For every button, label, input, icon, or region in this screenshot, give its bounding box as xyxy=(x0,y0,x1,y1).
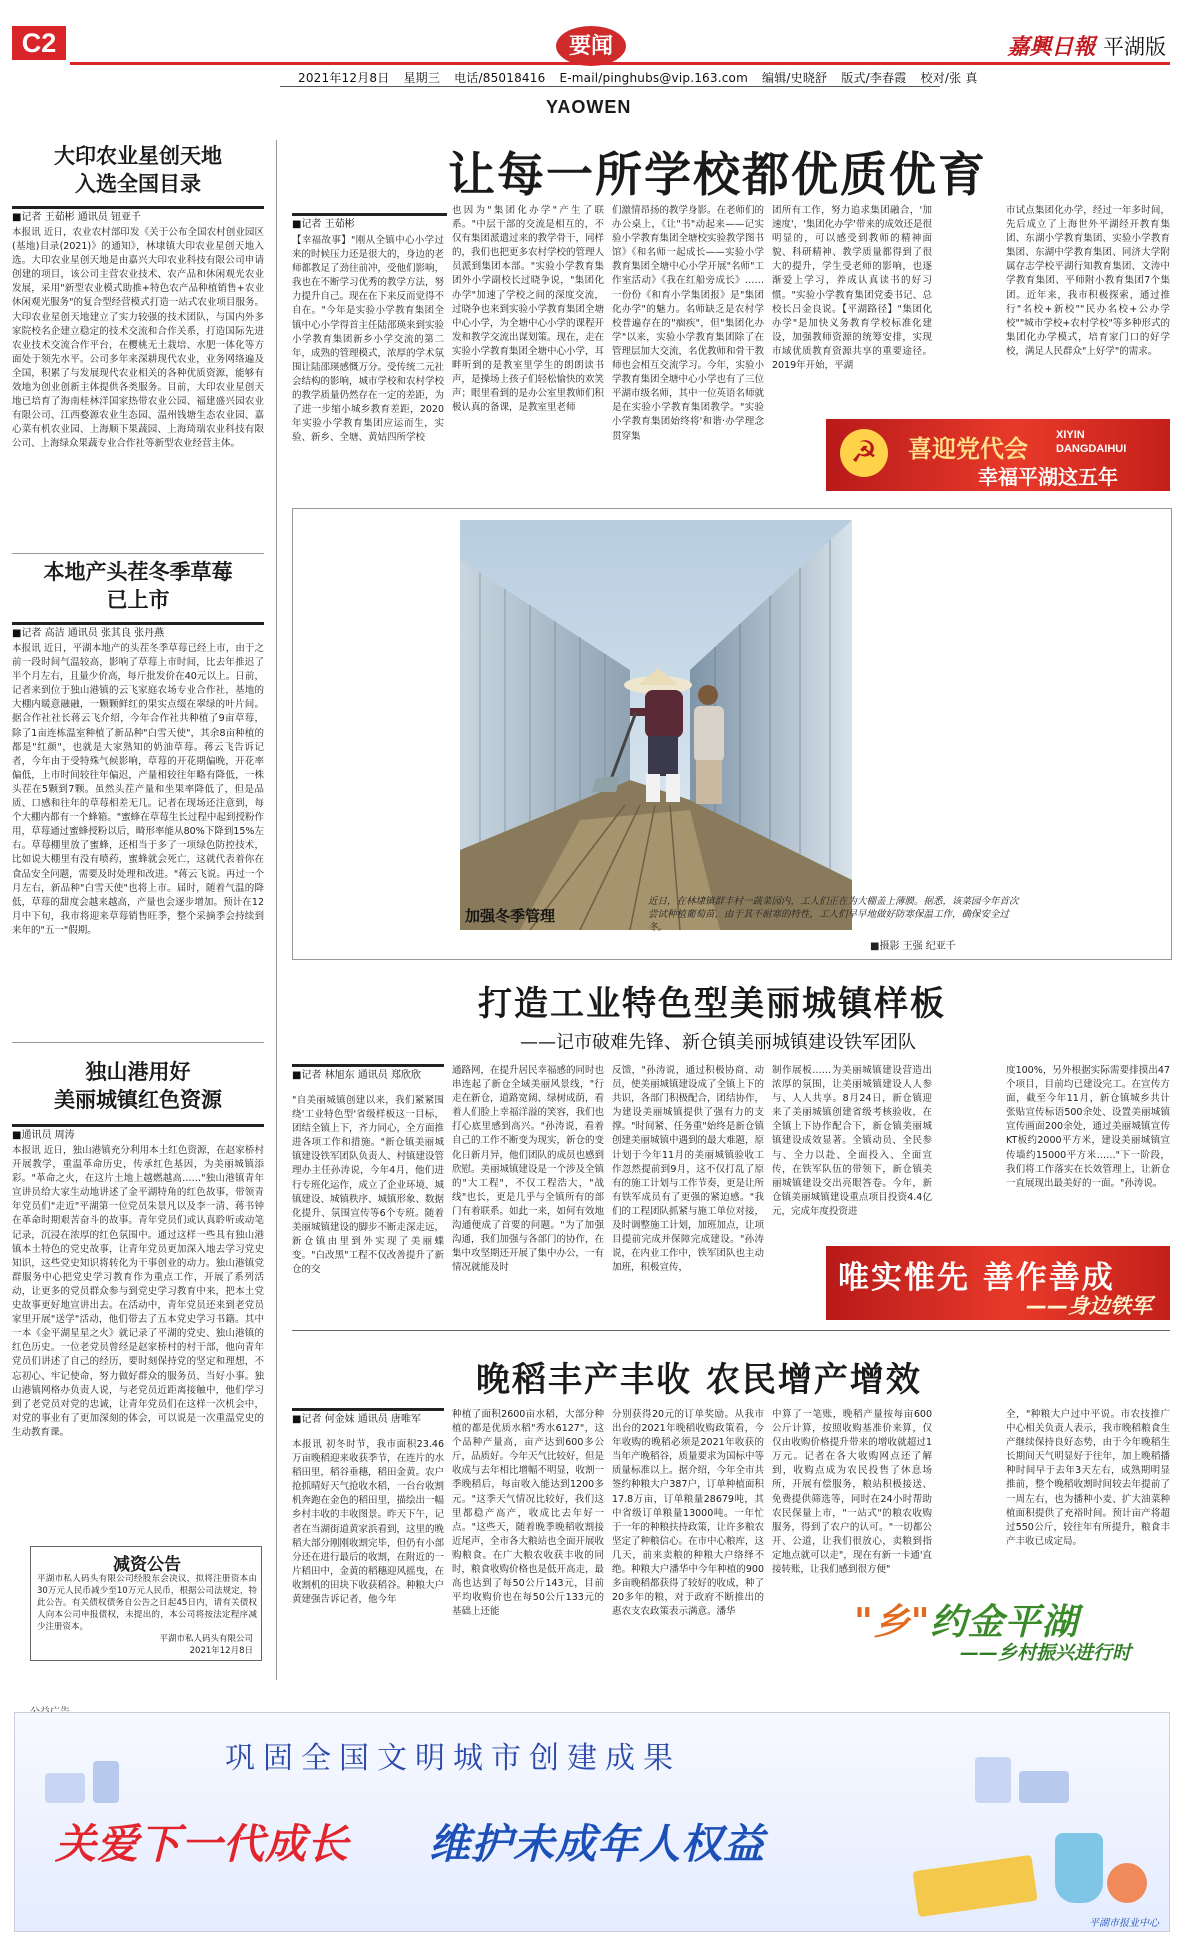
building-shape xyxy=(975,1757,1011,1803)
left-article-1-title xyxy=(12,142,264,198)
main-col-3: 们激情昂扬的教学身影。在老师们的办公桌上，《让"书"动起来——记实验小学教育集团全塘校实验教学图书馆》《和名师一起成长——实验小学教育集团全塘中心小学开展"名师"工作室活动》《我在红船旁成长》……一份份《和育小学集团报》是"集团化办学"的魅力。名师缺乏是农村学校普遍存在的"痼疾"，但"集团化办学"以来，实验小学教育集团除了在管理层加大交流，名优教师和骨干教师也会相互交流学习。今年，实验小学教育集团全塘中心小学也有了三位平湖市级名师，其中一位英语名师就是在实验小学教育集团教学。"实验小学教育集团始终将'和谐·办学理念贯穿集 xyxy=(612,205,764,442)
photo-caption: 近日，在林埭镇群丰村一蔬菜园内，工人们正在为大棚盖上薄膜。据悉，该菜园今年首次尝试种植葡萄苗，由于其不耐寒的特性，工人们早早地做好防寒保温工作，确保安全过冬。 xyxy=(648,896,1019,933)
main-col-5: 市试点集团化办学，经过一年多时间，先后成立了上海世外平湖经开教育集团、东湖小学教育集团、实验小学教育集团、东湖中学教育集团、同济大学附属存志学校平湖行知教育集团、文涛中学教育集团、平师附小教育集团7个集团。近年来，我市积极探索，通过推行"名校+新校""民办名校+公办学校""城市学校+农村学校"等多种形式的集团化办学模式，培育家门口的好学校，满足人民群众"上好学"的需求。 xyxy=(1006,205,1170,357)
flask-icon xyxy=(1055,1833,1103,1903)
main-col-1: 【幸福故事】"刚从全镇中心小学过来的时候压力还是很大的，身边的老师都教足了劲往前冲，受他们影响，我也在不断学习优秀的教学方法，努力提升自己。现在在下来反而觉得不自在。"今年是实验小学教育集团全镇中心小学得首主任陆邵瑛来到实验小学教育集团新乡小学交流的第二年，成熟的管理模式，浓厚的学术氛围让陆邵瑛感慨万分。受传统二元社会结构的影响，城市学校和农村学校的教学质量仍然存在一定的差距，为了进一步缩小城乡教育差距，2020年实验小学教育集团应运而生，实验、新乡、全塘、黄姑四所学校 xyxy=(292,235,444,444)
rice-col-3: 分别获得20元的订单奖励。从我市出台的2021年晚稻收购政策看，今年收购的晚稻必须是2021年收获的当年产晚稻谷，质量要求为国标中等质量标准以上。据介绍，今年全市共签约种粮大户387户，订单种植面积17.8万亩，订单粮量28679吨，其中省级订单粮量13000吨。一年忙于一年的种粮扶持政策，让许多粮农坚定了种粮信心。在市中心粮库，这几天，前来卖粮的种粮大户络绎不绝。种粮大户潘华中今年种植的900多亩晚稻都获得了较好的收成，种了20多年的粮，对于政府不断推出的惠农支农政策表示满意。潘华 xyxy=(612,1409,764,1618)
photo-title: 加强冬季管理 xyxy=(465,907,556,925)
iron-army-banner xyxy=(826,1246,1170,1320)
left-article-3-body: 本报讯 近日，独山港镇充分利用本土红色资源，在赵家桥村开展教学，重温革命历史，传承红色基因，为美丽城镇添彩。"革命之火，在这片土地上越燃越高……"独山港镇青年宣讲员给大家生动地讲述了金平湖特角的红色故事，带领青年党员们"走近"平湖第一位党员朱景凡以及李一清、蒋书钟在革命时期艰苦奋斗的故事。青年党员们或认真聆听或动笔记录，沉浸在浓厚的红色氛围中。通过这样一些具有独山港镇本土特色的党史故事，让青年党员更加深入地去学习党史知识，这些党史知识将转化为干事创业的动力。独山港镇党群服务中心把党史学习教育作为重点工作，开展了系列活动，让更多的党员群众参与到党史学习教育中来，把本土党史故事更好地宣讲出去。在活动中，青年党员还来到老党员家里开展"送学"活动，他们带去了五本党史学习书籍。其中一本《金平湖星星之火》就记录了平湖的党史、独山港镇的红色历史。一位老党员曾经是赵家桥村的村干部，他向青年党员们讲述了自己的经历，要时刻保持党的坚定和理想，不忘初心、牢记使命，努力做好群众的服务员、当好小事。独山港镇网格办负责人说，与老党员近距离接触中，他们学习到了老党员对党的忠诚，让青年党员们在这样一次机会中，对党的事业有了更加深刻的体会，可以说是一次重温党史的生动教育课。 xyxy=(12,1145,264,1438)
industrial-byline: ■记者 林旭东 通讯员 郑欣欣 xyxy=(292,1064,444,1082)
issue-meta xyxy=(298,69,988,86)
section-seal: 要闻 xyxy=(556,26,626,66)
public-service-ad xyxy=(14,1712,1170,1932)
brand-logo xyxy=(1007,30,1166,61)
greenhouse-photo xyxy=(460,520,852,930)
notice-title: 减资公告 xyxy=(113,1555,181,1575)
left-article-1-title-line2: 入选全国目录 xyxy=(75,171,201,196)
left-article-3-byline: ■通讯员 周涛 xyxy=(12,1124,264,1142)
issue-phone: 电话/85018416 xyxy=(454,71,546,85)
left-article-2-title-line1: 本地产头茬冬季草莓 xyxy=(43,559,233,584)
section-pinyin: YAOWEN xyxy=(546,97,632,117)
left-divider-1 xyxy=(12,553,264,554)
main-col-2: 也因为"集团化办学"产生了联系。"中层干部的交流是相互的，不仅有集团派遣过来的教学骨干，同样的，我们也把更多农村学校的管理人员派到集团本部。"实验小学教育集团外小学副校长过晓争说，"集团化办学"加速了学校之间的深度交流，过晓争也来到实验小学教育集团全塘中心小学，为全塘中心小学的课程开发和教学交流出谋划策。现在，走在实验小学教育集团全塘中心小学，耳畔听到的是教室里学生的朗朗读书声，是操场上孩子们轻松愉快的欢笑声；眼里看到的是办公室里教师们积极认真的备课，是教室里老师 xyxy=(452,205,604,414)
industrial-col-2: 通路网，在提升居民幸福感的同时也串连起了新仓全域美丽风景线，"行走在新仓，道路宽阔、绿树成荫，看着人们脸上幸福洋溢的笑容，我们也打心底里感到高兴。"孙涛说，看着自己的工作不断变为现实，新仓的变化日新月异，他们团队的成员也感到欣慰。美丽城镇建设是一个涉及全镇的"大工程"，不仅工程浩大，"战线"也长，更是几乎与全镇所有的部门有着联系。如此一来，如何有效地沟通便成了首要的问题。"为了加强沟通，我们加强与各部门的协作，在集中攻坚期还开展了集中办公，一有情况就能及时 xyxy=(452,1065,604,1274)
building-shape xyxy=(45,1773,85,1803)
book-icon xyxy=(912,1855,1037,1917)
industrial-col-1: "自美丽城镇创建以来，我们紧紧围绕'工业特色型'省级样板这一目标，团结全镇上下，齐力同心，全方面推进各项工作和措施。"新仓镇美丽城镇建设铁军团队负责人、村镇建设管理办主任孙涛说，今年4月，他们进行专班化运作，成立了企业环境、城镇建设、城镇秩序、城镇形象、数据化提升、氛围宣传等6个专班。随着美丽城镇建设的脚步不断走深走远，新仓镇由里到外实现了美丽蝶变。"白改黑"工程不仅改善提升了新仓的交 xyxy=(292,1095,444,1276)
brand-name: 嘉興日報 xyxy=(1007,34,1096,60)
rice-byline: ■记者 何金妹 通讯员 唐唯军 xyxy=(292,1408,444,1426)
left-article-1-body: 本报讯 近日，农业农村部印发《关于公布全国农村创业园区(基地)目录(2021)》的通知》，林埭镇大印农业星创天地入选。大印农业星创天地是由嘉兴大印农业科技有限公司申请创建的项目，该公司主营农业技术、农产品和休闲观光农业发展，采用"新型农业模式助推+特色农产品种植销售+农业休闲观光服务"的复合型经营模式打造一站式农业项目服务。大印农业星创天地建立了实力较强的技术团队，与国内外多家院校名企建立稳定的技术交流和合作关系，打造国际先进农业技术交流合作平台，在樱桃无土栽培、水肥一体化等方面处于领先水平。公司多年来深耕现代农业，业务网络遍及全国，积累了与发展现代农业相关的各种优质资源，能够有效地为创业创新主体提供各类服务。目前，大印农业星创天地已培育了海南桂林洋国家热带农业公园、福建盛兴园农业有限公司、江西婺源农业生态园、温州钱塘生态农业园、嘉心菜有机农业园、上海顺下果蔬园、上海琦瑞农业科技有限公司、上海绿众果蔬专业合作社等新型农业经营主体。 xyxy=(12,227,264,450)
psa-main-line-1: 关爱下一代成长 xyxy=(55,1820,349,1868)
industrial-col-5: 度100%，另外根据实际需要排摸出47个项目，目前均已建设完工。在宣传方面，截至今年11月，新仓镇城乡共计张贴宣传标语500余处、设置美丽城镇宣传画面200余处，通过美丽城镇宣传KT板约2000平方米，建设美丽城镇宣传墙约15000平方米……"下一阶段，我们将工作落实在长效管理上，让新仓一直展现出最美好的一面。"孙涛说。 xyxy=(1006,1065,1170,1189)
section-divider-rice xyxy=(292,1330,1170,1331)
main-headline: 让每一所学校都优质优育 xyxy=(448,148,987,203)
banner-party-sub: 幸福平湖这五年 xyxy=(978,465,1118,489)
photo-credit: ■摄影 王强 纪亚千 xyxy=(870,941,956,952)
left-article-2-byline: ■记者 高洁 通讯员 张其良 张丹燕 xyxy=(12,622,264,640)
rice-col-2: 种植了面积2600亩水稻，大部分种植的都是优质水稻"秀水6127"，这个品种产量高，亩产达到600多公斤，品质好。今年天气比较好，但是收成与去年相比增幅不明显，收割一季晚稻后，每亩收入能达到1200多元。"这季天气情况比较好，我们这里都稳产高产，收成比去年好一点。"这些天，随着晚季晚稻收割接近尾声，全市各大粮站也全面开展收购粮食。在广大粮农收获丰收的同时，粮食收购价格也是低开高走，最高也达到了每50公斤143元，目前平均收购价也在每50公斤133元的基础上还能 xyxy=(452,1409,604,1618)
left-article-3-title-line2: 美丽城镇红色资源 xyxy=(54,1087,222,1112)
left-article-2-title-line2: 已上市 xyxy=(106,587,170,612)
banner-party-pinyin-2: DANGDAIHUI xyxy=(1056,443,1127,455)
rice-col-4: 中算了一笔账，晚稻产量按每亩600公斤计算，按照收购基准价来算，仅仅由收购价格提升带来的增收就超过1万元。记者在各大收购网点还了解到，收购点成为农民投售了休息场所，开展有偿服务，粮站积极接送、免费提供筛选等，同时在24小时帮助农民保量上市，"一站式"的粮农收购服务，得到了农户的认可。"一切都公开、公道，让我们很放心，卖粮到指定地点就可以走"，现在有新一卡通'直接转账，让我们感到很方便" xyxy=(772,1409,932,1576)
page-number: C2 xyxy=(12,26,66,60)
issue-email: E-mail/pinghubs@vip.163.com xyxy=(559,71,748,85)
banner-rural-main-pre: "乡" xyxy=(854,1601,931,1643)
party-congress-banner xyxy=(826,419,1170,491)
globe-icon xyxy=(1107,1863,1147,1903)
psa-top-line: 巩固全国文明城市创建成果 xyxy=(225,1741,681,1776)
banner-ironarmy-main: 唯实惟先 善作善成 xyxy=(838,1260,1115,1296)
left-article-1-title-line1: 大印农业星创天地 xyxy=(54,143,222,168)
edition-name: 平湖版 xyxy=(1103,35,1166,59)
banner-party-main: 喜迎党代会 xyxy=(908,434,1028,463)
rice-col-1: 本报讯 初冬时节，我市面积23.46万亩晚稻迎来收获季节，在连片的水稻田里，稻谷垂穗，稻田金黄。农户抢抓晴好天气抢收水稻，一台台收割机奔跑在金色的稻田里，描绘出一幅乡村丰收的丰收图景。昨天下午，记者在当湖街道黄家浜看到，这里的晚稻大部分刚刚收割完毕，但仍有小部分还在进行最后的收割，在附近的一片稻田中，金黄的稻穗迎风摇曳，在收割机的田块下收获稻谷。种粮大户黄建强告诉记者，他今年 xyxy=(292,1439,444,1606)
masthead xyxy=(0,0,1182,96)
banner-ironarmy-sub: ——身边铁军 xyxy=(1026,1294,1152,1318)
left-column-rule xyxy=(276,140,277,1680)
notice-signature xyxy=(159,1633,253,1657)
industrial-col-4: 制作展板……为美丽城镇建设营造出浓厚的氛围，让美丽城镇建设人人参与、人人共享。8月24日，新仓镇迎来了美丽城镇创建省级考核验收，在全镇上下协作配合下，新仓镇美丽城镇建设成效显著。全镇动员、全民参与、全力以赴、全面投入、全面宣传，在铁军队伍的带领下，新仓镇美丽城镇建设交出亮眼答卷。今年，新仓镇美丽城镇建设重点项目投资4.4亿元，完成年度投资进 xyxy=(772,1065,932,1217)
left-article-1-byline: ■记者 王茹彬 通讯员 钮亚千 xyxy=(12,206,264,224)
banner-party-pinyin-1: XIYIN xyxy=(1056,429,1085,441)
building-shape xyxy=(93,1761,119,1803)
main-col-4: 团所有工作，努力追求集团融合，'加速度'，'集团化办学'带来的成效还是很明显的，可以感受到教师的精神面貌、科研精神、教学质量都得到了很大的提升，学生受老师的影响，也逐渐爱上学习，养成认真读书的好习惯。"实验小学教育集团党委书记、总校长吕金良说。【平湖路径】"集团化办学"是加快义务教育学校标准化建设，加强教师资源的统筹安排，实现市域优质教育资源共享的重要途径。2019年开始，平湖 xyxy=(772,205,932,372)
left-article-3-title xyxy=(12,1058,264,1114)
masthead-rule xyxy=(70,62,1170,65)
hammer-sickle-icon: ☭ xyxy=(840,429,888,477)
psa-footer: 平湖市报业中心 xyxy=(1089,1918,1159,1929)
industrial-headline: 打造工业特色型美丽城镇样板 xyxy=(478,984,946,1024)
rice-col-5: 全，"种粮大户过中平说。市农技推广中心相关负责人表示，我市晚稻粮食生产继续保持良好态势，由于今年晚稻生长期间天气明显好于往年，加上晚稻播种时间早于去年3天左右，成熟期明显推前，整个晚稻收割时间较去年提前了一周左右，也为播种小麦、扩大油菜种植面积提供了充裕时间。预计亩产将超过550公斤，较往年有所提升，粮食丰产丰收已成定局。 xyxy=(1006,1409,1170,1547)
industrial-subheadline: ——记市破难先锋、新仓镇美丽城镇建设铁军团队 xyxy=(520,1032,916,1053)
notice-date: 2021年12月8日 xyxy=(189,1646,253,1656)
industrial-col-3: 反馈，"孙涛说，通过积极协商、动员，使美丽城镇建设成了全镇上下的共识，各部门积极配合，团结协作，为建设美丽城镇提供了强有力的支撑。"时间紧、任务重"始终是新仓镇创建美丽城镇中遇到的最大难题，原计划于今年11月的美丽城镇验收工作忽然提前到9月，这不仅打乱了原有的施工计划与工作节奏，更是让所有铁军成员有了更强的紧迫感。"我们的工程团队抓紧与施工单位对接，及时调整施工计划，加班加点，让项目提前完成并保障完成建设。"孙涛说，在内业工作中，铁军团队也主动加班，积极宣传， xyxy=(612,1065,764,1274)
notice-signer: 平湖市私人码头有限公司 xyxy=(159,1634,253,1644)
capital-reduction-notice xyxy=(30,1546,262,1661)
issue-proof: 校对/张 真 xyxy=(920,71,978,85)
issue-layout: 版式/李春霞 xyxy=(841,71,907,85)
meta-rule xyxy=(280,86,940,87)
main-byline: ■记者 王茹彬 xyxy=(292,213,447,231)
building-shape xyxy=(1019,1771,1069,1803)
issue-weekday: 星期三 xyxy=(403,71,441,85)
banner-rural-main-post: 约金平湖 xyxy=(930,1601,1079,1643)
psa-main-line-2: 维护未成年人权益 xyxy=(429,1820,765,1868)
issue-date: 2021年12月8日 xyxy=(298,71,390,85)
left-article-2-title xyxy=(12,558,264,614)
greenhouse-photo-image xyxy=(460,520,852,930)
issue-editor: 编辑/史晓舒 xyxy=(762,71,828,85)
banner-rural-sub: ——乡村振兴进行时 xyxy=(960,1642,1132,1664)
rice-headline: 晚稻丰产丰收 农民增产增效 xyxy=(476,1360,922,1400)
notice-text: 平湖市私人码头有限公司经股东会决议，拟将注册资本由30万元人民币减少至10万元人民币，根据公司法规定，特此公告。有关债权债务自公告之日起45日内，请有关债权人向本公司申报债权，未提出的，本公司将按法定程序减少注册资本。 xyxy=(37,1574,257,1632)
rural-revitalization-banner xyxy=(840,1590,1170,1668)
left-article-2-body: 本报讯 近日，平湖本地产的头茬冬季草莓已经上市，由于之前一段时间气温较高，影响了草莓上市时间，比去年推迟了半个月左右，且量少价高，每斤批发价在40元以上。日前，记者来到位于独山港镇的云飞家庭农场专业合作社，基地的大棚内暖意融融，一颗颗鲜红的果实点缀在翠绿的叶片间。据合作社社长蒋云飞介绍，今年合作社共种植了9亩草莓，除了1亩连栋温室种植了新品种"白雪天使"，其余8亩种植的都是"红颜"，也就是大家熟知的奶油草莓。蒋云飞告诉记者，今年由于受特殊气候影响，草莓的开花期偏晚，开花率偏低，上市时间较往年偏迟，产量相较往年略有降低，一株头茬在5颗到7颗。虽然头茬产量和坐果率降低了，但是品质、口感和往年的草莓相差无几。记者在现场还注意到，每个大棚内都有一个蜂箱。"蜜蜂在草莓生长过程中起到授粉作用，草莓通过蜜蜂授粉以后，畸形率能从80%下降到15%左右。草莓棚里放了蜜蜂，还相当于多了一项绿色防控技术，比如说大棚里有没有喷药，蜜蜂就会死亡，这就代表着你在食品安全问题，需要及时处理和改进。"蒋云飞说。再过一个月左右，新品种"白雪天使"也将上市。届时，随着气温的降低，草莓的甜度会越来越高，产量也会逐步增加。预计在12月中下旬，我市将迎来草莓销售旺季，整个采摘季会持续到来年的"五一"假期。 xyxy=(12,643,264,936)
left-article-3-title-line1: 独山港用好 xyxy=(85,1059,191,1084)
left-divider-2 xyxy=(12,1042,264,1043)
